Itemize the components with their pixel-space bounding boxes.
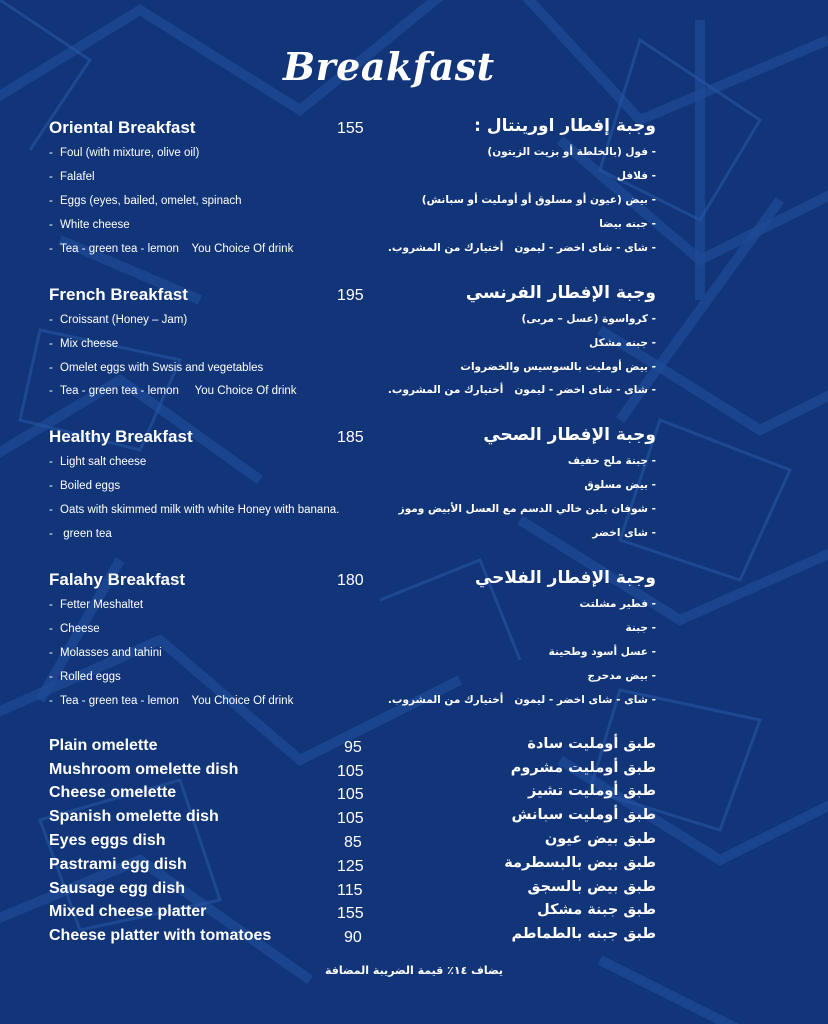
menu-item-en: - Mix cheese <box>49 338 119 350</box>
menu-item-ar: - بيض أومليت بالسوسيس والخضروات <box>460 361 656 373</box>
dish-name-en: Spanish omelette dish <box>49 808 219 825</box>
section-title-ar: وجبة الإفطار الفرنسي <box>465 283 656 303</box>
menu-item-en: - Cheese <box>49 623 100 635</box>
menu-item-en: - Fetter Meshaltet <box>49 599 144 611</box>
menu-item-en: - Molasses and tahini <box>49 647 162 659</box>
dish-name-ar: طبق أومليت سبانش <box>511 807 656 823</box>
section-price: 195 <box>337 287 364 304</box>
dish-price: 125 <box>337 858 364 875</box>
menu-item-ar: - بيض (عيون أو مسلوق أو أومليت أو سبانش) <box>421 194 656 206</box>
section-title-en: French Breakfast <box>49 285 188 304</box>
dish-name-en: Cheese omelette <box>49 784 177 801</box>
dish-name-en: Mushroom omelette dish <box>49 761 239 778</box>
dish-name-en: Sausage egg dish <box>49 880 186 897</box>
menu-item-en: - Eggs (eyes, bailed, omelet, spinach <box>49 195 242 207</box>
menu-item-ar: - كرواسوة (عسل – مربى) <box>521 313 656 325</box>
section-title-ar: وجبة الإفطار الفلاحي <box>474 568 656 588</box>
dish-name-ar: طبق بيض بالسجق <box>527 879 656 895</box>
section-title-en: Healthy Breakfast <box>49 427 193 446</box>
dish-name-en: Eyes eggs dish <box>49 832 166 849</box>
menu-item-ar: - شاى - شاى اخضر - ليمون أختيارك من المشروب. <box>387 694 656 706</box>
dish-name-ar: طبق بيض عيون <box>544 831 656 847</box>
menu-item-en: - Light salt cheese <box>49 456 147 468</box>
menu-item-en: - Omelet eggs with Swsis and vegetables <box>49 362 264 374</box>
menu-item-en: - Rolled eggs <box>49 671 121 683</box>
menu-item-ar: - شاى - شاى اخضر - ليمون أختيارك من المشروب. <box>387 384 656 396</box>
dish-name-ar: طبق أومليت تشيز <box>527 783 656 799</box>
menu-item-ar: - شاى اخضر <box>592 527 656 539</box>
dish-name-ar: طبق أومليت سادة <box>527 736 656 752</box>
menu-item-ar: - فطير مشلتت <box>579 598 656 610</box>
section-title-ar: وجبة إفطار اورينتال : <box>474 116 656 136</box>
section-price: 180 <box>337 572 364 589</box>
menu-item-ar: - بيض مسلوق <box>584 479 656 491</box>
menu-item-en: - Oats with skimmed milk with white Honey with banana. <box>49 504 340 516</box>
dish-name-en: Cheese platter with tomatoes <box>49 927 272 944</box>
menu-item-en: - Tea - green tea - lemon You Choice Of drink <box>49 243 294 255</box>
dish-name-ar: طبق جبنة مشكل <box>537 902 656 918</box>
section-price: 185 <box>337 429 364 446</box>
dish-price: 105 <box>337 786 364 803</box>
menu-item-ar: - جبنة <box>625 622 656 634</box>
menu-item-en: - green tea <box>49 528 112 540</box>
menu-item-en: - Tea - green tea - lemon You Choice Of drink <box>49 385 297 397</box>
dish-name-en: Mixed cheese platter <box>49 903 207 920</box>
dish-price: 105 <box>337 810 364 827</box>
dish-name-ar: طبق بيض بالبسطرمة <box>504 855 656 871</box>
section-title-ar: وجبة الإفطار الصحي <box>483 425 656 445</box>
menu-item-ar: - فلافل <box>616 170 656 182</box>
dish-price: 95 <box>344 739 362 756</box>
menu-item-en: - Falafel <box>49 171 95 183</box>
dish-name-ar: طبق جبنه بالطماطم <box>511 926 656 942</box>
menu-item-en: - Boiled eggs <box>49 480 121 492</box>
section-title-en: Falahy Breakfast <box>49 570 186 589</box>
dish-price: 105 <box>337 763 364 780</box>
menu-item-ar: - جبنه بيضا <box>599 218 656 230</box>
dish-price: 90 <box>344 929 362 946</box>
menu-item-en: - Tea - green tea - lemon You Choice Of drink <box>49 695 294 707</box>
dish-name-en: Plain omelette <box>49 737 158 754</box>
dish-price: 85 <box>344 834 362 851</box>
dish-price: 115 <box>337 882 363 899</box>
section-price: 155 <box>337 120 364 137</box>
menu-item-ar: - شاى - شاى اخضر - ليمون أختيارك من المشروب. <box>387 242 656 254</box>
page-title: Breakfast <box>283 44 495 89</box>
tax-note: يضاف ١٤٪ قيمة الضريبة المضافة <box>324 964 504 977</box>
dish-price: 155 <box>337 905 364 922</box>
menu-item-ar: - بيض مدحرج <box>587 670 656 682</box>
dish-name-en: Pastrami egg dish <box>49 856 187 873</box>
menu-item-ar: - عسل أسود وطحينة <box>548 646 656 658</box>
menu-item-en: - Croissant (Honey – Jam) <box>49 314 188 326</box>
menu-item-ar: - جبنة ملح خفيف <box>567 455 656 467</box>
menu-item-ar: - شوفان بلبن خالي الدسم مع العسل الأبيض وموز <box>398 503 656 515</box>
menu-item-en: - White cheese <box>49 219 130 231</box>
menu-item-en: - Foul (with mixture, olive oil) <box>49 147 200 159</box>
menu-item-ar: - فول (بالخلطة أو بزيت الزيتون) <box>487 146 656 158</box>
section-title-en: Oriental Breakfast <box>49 118 196 137</box>
dish-name-ar: طبق أومليت مشروم <box>510 760 656 776</box>
menu-item-ar: - جبنه مشكل <box>589 337 656 349</box>
